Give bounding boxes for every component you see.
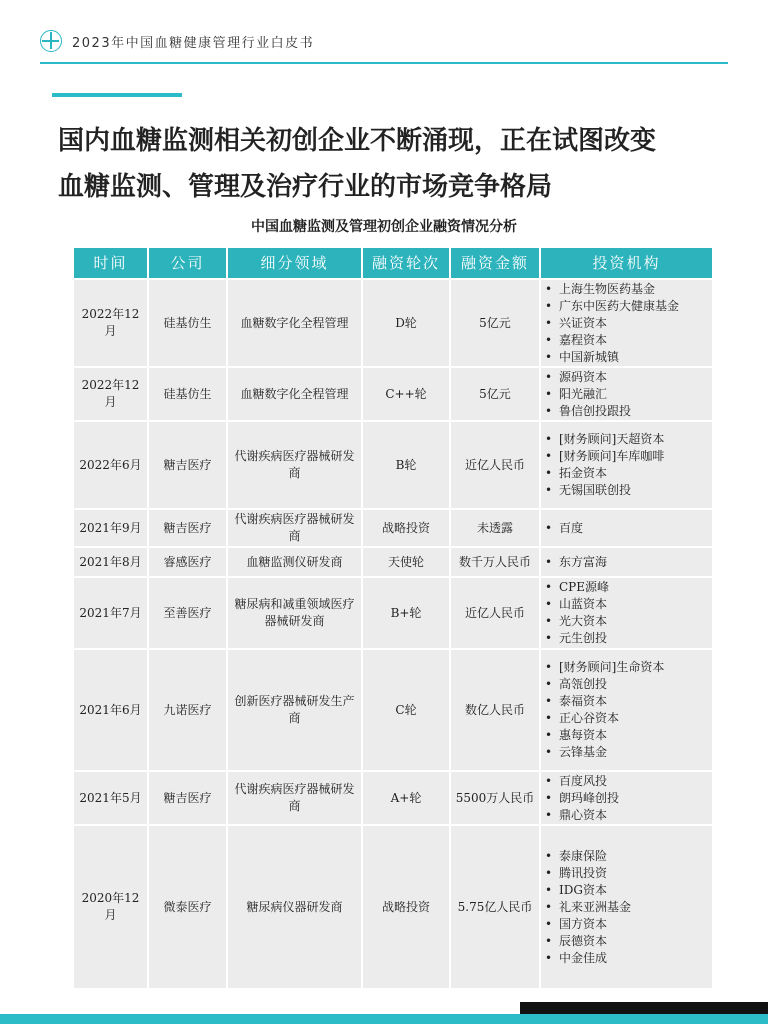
row-investors [541,368,712,420]
investor-item: • 泰福资本 [543,693,664,710]
investor-item: • 正心谷资本 [543,710,664,727]
investor-item: • 广东中医药大健康基金 [543,298,679,315]
investor-item: • CPE源峰 [543,579,609,596]
row-field: 血糖监测仪研发商 [228,548,363,576]
row-round: 天使轮 [363,548,451,576]
row-company: 硅基仿生 [149,368,228,420]
investor-item: • 国方资本 [543,916,631,933]
investor-item: • 东方富海 [543,554,607,571]
row-company: 硅基仿生 [149,280,228,366]
footer-black-bar [520,1002,768,1014]
row-amount: 近亿人民币 [451,422,541,508]
row-round: 战略投资 [363,826,451,988]
row-amount: 5亿元 [451,280,541,366]
investor-item: • 百度 [543,520,583,537]
row-field: 代谢疾病医疗器械研发商 [228,422,363,508]
row-date: 2021年9月 [74,510,149,546]
row-field: 代谢疾病医疗器械研发商 [228,510,363,546]
row-field: 代谢疾病医疗器械研发商 [228,772,363,824]
investor-list [543,659,664,761]
row-investors [541,280,712,366]
headline-line-2: 血糖监测、管理及治疗行业的市场竞争格局 [58,172,553,202]
investor-item: • 惠每资本 [543,727,664,744]
page-headline [58,118,738,210]
investor-list [543,369,631,420]
table-row [74,510,712,546]
table-header-row [74,248,712,278]
investor-list [543,554,607,571]
row-round: D轮 [363,280,451,366]
row-amount: 5亿元 [451,368,541,420]
row-company: 九诺医疗 [149,650,228,770]
header-divider [40,62,728,64]
row-date: 2021年5月 [74,772,149,824]
table-row [74,826,712,988]
investor-item: • 腾讯投资 [543,865,631,882]
row-company: 微泰医疗 [149,826,228,988]
row-date: 2022年12月 [74,368,149,420]
row-round: 战略投资 [363,510,451,546]
investor-item: • 光大资本 [543,613,609,630]
column-header-field: 细分领域 [228,248,363,278]
row-date: 2021年8月 [74,548,149,576]
row-round: B+轮 [363,578,451,648]
footer-teal-bar [0,1014,768,1024]
investor-item: • 辰德资本 [543,933,631,950]
row-amount: 近亿人民币 [451,578,541,648]
investor-item: • 鼎心资本 [543,807,619,824]
row-amount: 未透露 [451,510,541,546]
row-company: 糖吉医疗 [149,510,228,546]
investor-list [543,520,583,537]
row-field: 糖尿病仪器研发商 [228,826,363,988]
row-amount: 5500万人民币 [451,772,541,824]
row-date: 2021年6月 [74,650,149,770]
globe-logo-icon [40,30,62,52]
investor-item: • 礼来亚洲基金 [543,899,631,916]
report-title: 2023年中国血糖健康管理行业白皮书 [72,36,315,51]
row-company: 糖吉医疗 [149,772,228,824]
table-row [74,772,712,824]
row-amount: 数千万人民币 [451,548,541,576]
investor-item: • [财务顾问]天超资本 [543,431,664,448]
row-company: 糖吉医疗 [149,422,228,508]
row-date: 2020年12月 [74,826,149,988]
column-header-round: 融资轮次 [363,248,451,278]
column-header-investors: 投资机构 [592,253,661,272]
table-row [74,548,712,576]
investor-item: • 拓金资本 [543,465,664,482]
investor-item: • 云锋基金 [543,744,664,761]
investor-item: • 阳光融汇 [543,386,631,403]
column-header-amount: 融资金额 [451,248,541,278]
investor-item: • 鲁信创投跟投 [543,403,631,420]
row-round: A+轮 [363,772,451,824]
table-row [74,650,712,770]
row-field: 创新医疗器械研发生产商 [228,650,363,770]
investor-list [543,431,664,499]
row-amount: 5.75亿人民币 [451,826,541,988]
investor-list [543,281,679,366]
row-amount: 数亿人民币 [451,650,541,770]
row-investors [541,826,712,988]
investor-item: • 泰康保险 [543,848,631,865]
row-round: C++轮 [363,368,451,420]
table-row [74,578,712,648]
financing-table [74,248,712,988]
row-round: B轮 [363,422,451,508]
investor-item: • 中金佳成 [543,950,631,967]
investor-item: • 无锡国联创投 [543,482,664,499]
table-row [74,422,712,508]
row-field: 糖尿病和减重领域医疗器械研发商 [228,578,363,648]
investor-item: • IDG资本 [543,882,631,899]
row-round: C轮 [363,650,451,770]
row-field: 血糖数字化全程管理 [228,368,363,420]
investor-item: • 元生创投 [543,630,609,647]
headline-line-1: 国内血糖监测相关初创企业不断涌现，正在试图改变 [58,126,657,156]
row-date: 2022年12月 [74,280,149,366]
investor-list [543,773,619,824]
row-investors [541,772,712,824]
investor-item: • 百度风投 [543,773,619,790]
row-investors [541,650,712,770]
investor-item: • 朗玛峰创投 [543,790,619,807]
column-header-company: 公司 [149,248,228,278]
investor-item: • 中国新城镇 [543,349,679,366]
investor-item: • 上海生物医药基金 [543,281,679,298]
investor-list [543,848,631,967]
investor-item: • 兴证资本 [543,315,679,332]
row-company: 至善医疗 [149,578,228,648]
row-date: 2022年6月 [74,422,149,508]
row-investors [541,578,712,648]
row-investors [541,422,712,508]
table-row [74,280,712,366]
investor-item: • [财务顾问]生命资本 [543,659,664,676]
row-date: 2021年7月 [74,578,149,648]
table-row [74,368,712,420]
investor-item: • 山蓝资本 [543,596,609,613]
investor-item: • [财务顾问]车库咖啡 [543,448,664,465]
row-investors [541,548,712,576]
table-title: 中国血糖监测及管理初创企业融资情况分析 [251,219,517,235]
row-company: 睿感医疗 [149,548,228,576]
investor-list [543,579,609,647]
accent-bar [52,93,182,97]
investor-item: • 嘉程资本 [543,332,679,349]
investor-item: • 源码资本 [543,369,631,386]
investor-item: • 高瓴创投 [543,676,664,693]
row-field: 血糖数字化全程管理 [228,280,363,366]
row-investors [541,510,712,546]
column-header-date: 时间 [74,248,149,278]
